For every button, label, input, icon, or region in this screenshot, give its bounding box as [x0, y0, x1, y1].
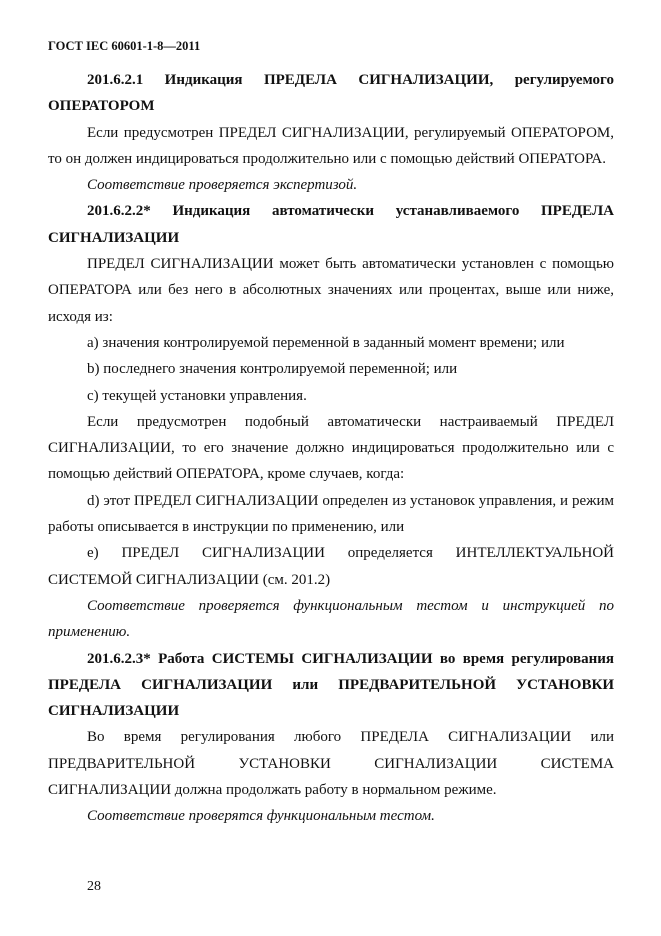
compliance-note: Соответствие проверятся функциональным тестом.: [87, 808, 435, 825]
page-number: 28: [87, 879, 101, 894]
compliance-note: Соответствие проверяется экспертизой.: [87, 177, 358, 194]
list-item-d: d) этот ПРЕДЕЛ СИГНАЛИЗАЦИИ определен из установок управления, и режим работы описывается в инструкции по применению, или: [48, 492, 614, 536]
compliance-note: Соответствие проверяется функциональным тестом и инструкцией по применению.: [48, 597, 614, 641]
section-heading-201-6-2-2: 201.6.2.2* Индикация автоматически устанавливаемого ПРЕДЕЛА СИГНАЛИЗАЦИИ: [48, 203, 614, 246]
document-header: ГОСТ IEC 60601-1-8—2011: [48, 39, 201, 53]
section-heading-201-6-2-1: 201.6.2.1 Индикация ПРЕДЕЛА СИГНАЛИЗАЦИИ, регулируемого ОПЕРАТОРОМ: [48, 72, 614, 115]
list-item-a: a) значения контролируемой переменной в заданный момент времени; или: [87, 334, 565, 351]
paragraph: Во время регулирования любого ПРЕДЕЛА СИГНАЛИЗАЦИИ или ПРЕДВАРИТЕЛЬНОЙ УСТАНОВКИ СИГНАЛИЗАЦИИ СИСТЕМА СИГНАЛИЗАЦИИ должна продолжать работу в нормальном режиме.: [48, 729, 614, 799]
document-page: [48, 38, 614, 830]
list-item-b: b) последнего значения контролируемой переменной; или: [87, 361, 458, 378]
list-item-e: e) ПРЕДЕЛ СИГНАЛИЗАЦИИ определяется ИНТЕЛЛЕКТУАЛЬНОЙ СИСТЕМОЙ СИГНАЛИЗАЦИИ (см. 201.2): [48, 545, 614, 588]
paragraph: Если предусмотрен подобный автоматически настраиваемый ПРЕДЕЛ СИГНАЛИЗАЦИИ, то его значение должно индицироваться продолжительно или с помощью действий ОПЕРАТОРА, кроме случаев, когда:: [48, 413, 614, 483]
section-heading-201-6-2-3: 201.6.2.3* Работа СИСТЕМЫ СИГНАЛИЗАЦИИ во время регулирования ПРЕДЕЛА СИГНАЛИЗАЦИИ или ПРЕДВАРИТЕЛЬНОЙ УСТАНОВКИ СИГНАЛИЗАЦИИ: [48, 650, 614, 720]
paragraph: ПРЕДЕЛ СИГНАЛИЗАЦИИ может быть автоматически установлен с помощью ОПЕРАТОРА или без него в абсолютных значениях или процентах, выше или ниже, исходя из:: [48, 256, 614, 325]
paragraph: Если предусмотрен ПРЕДЕЛ СИГНАЛИЗАЦИИ, регулируемый ОПЕРАТОРОМ, то он должен индицироваться продолжительно или с помощью действий ОПЕРАТОРА.: [48, 124, 614, 167]
list-item-c: c) текущей установки управления.: [87, 387, 307, 404]
